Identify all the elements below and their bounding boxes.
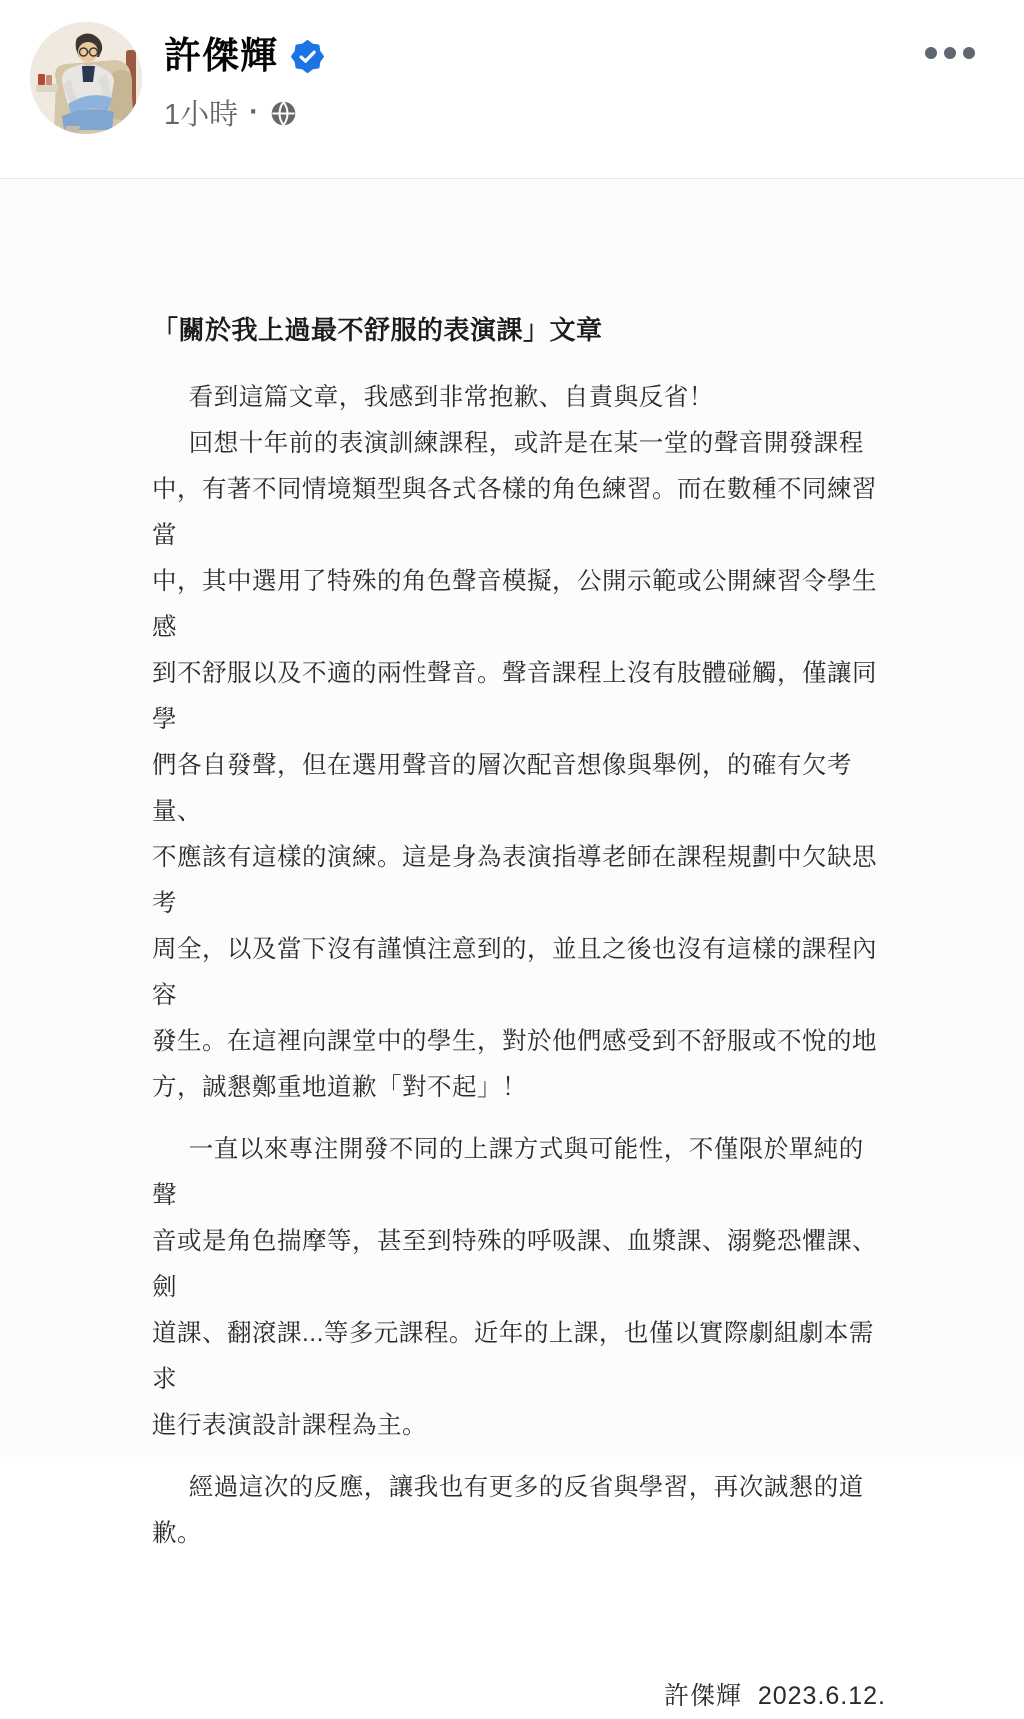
statement-line: 經過這次的反應，讓我也有更多的反省與學習，再次誠懇的道歉。 [152,1474,864,1547]
statement-line: 發生。在這裡向課堂中的學生，對於他們感受到不舒服或不悅的地 [152,1028,877,1055]
statement-line: 道課、翻滾課...等多元課程。近年的上課，也僅以實際劇組劇本需求 [152,1320,874,1393]
statement-line: 到不舒服以及不適的兩性聲音。聲音課程上沒有肢體碰觸，僅讓同學 [152,660,877,733]
statement-line: 不應該有這樣的演練。這是身為表演指導老師在課程規劃中欠缺思考 [152,844,877,917]
post-header [0,0,1024,178]
statement-title: 「關於我上過最不舒服的表演課」文章 [152,315,603,345]
statement-line: 周全，以及當下沒有謹慎注意到的，並且之後也沒有這樣的課程內容 [152,936,877,1009]
verified-badge-icon [291,40,324,73]
statement-line: 回想十年前的表演訓練課程，或許是在某一堂的聲音開發課程 [188,430,864,457]
statement-line: 中，其中選用了特殊的角色聲音模擬，公開示範或公開練習令學生感 [152,568,877,641]
statement-line: 看到這篇文章，我感到非常抱歉、自責與反省！ [188,384,714,411]
statement-line: 一直以來專注開發不同的上課方式與可能性，不僅限於單純的聲 [152,1136,864,1209]
statement-line: 們各自發聲，但在選用聲音的層次配音想像與舉例，的確有欠考量、 [152,752,852,825]
author-row [164,36,324,77]
statement-line: 音或是角色揣摩等，甚至到特殊的呼吸課、血漿課、溺斃恐懼課、劍 [152,1228,877,1301]
three-dots-icon [924,46,976,60]
meta-separator: · [249,95,259,128]
globe-public-icon [270,97,297,127]
post-image[interactable] [0,178,1024,1710]
post-header-info [164,22,324,133]
statement-signature: 許傑輝 2023.6.12. [663,1682,886,1710]
author-name[interactable]: 許傑輝 [164,35,278,76]
profile-photo-illustration [30,22,142,134]
post-timestamp[interactable]: 1小時 [164,98,239,131]
profile-photo[interactable] [30,22,142,134]
statement-line: 中，有著不同情境類型與各式各樣的角色練習。而在數種不同練習當 [152,476,877,549]
statement-line: 進行表演設計課程為主。 [152,1412,427,1439]
more-options-button[interactable] [906,22,994,84]
statement-line: 方，誠懇鄭重地道歉「對不起」！ [152,1074,527,1101]
post-meta-row [164,92,324,133]
